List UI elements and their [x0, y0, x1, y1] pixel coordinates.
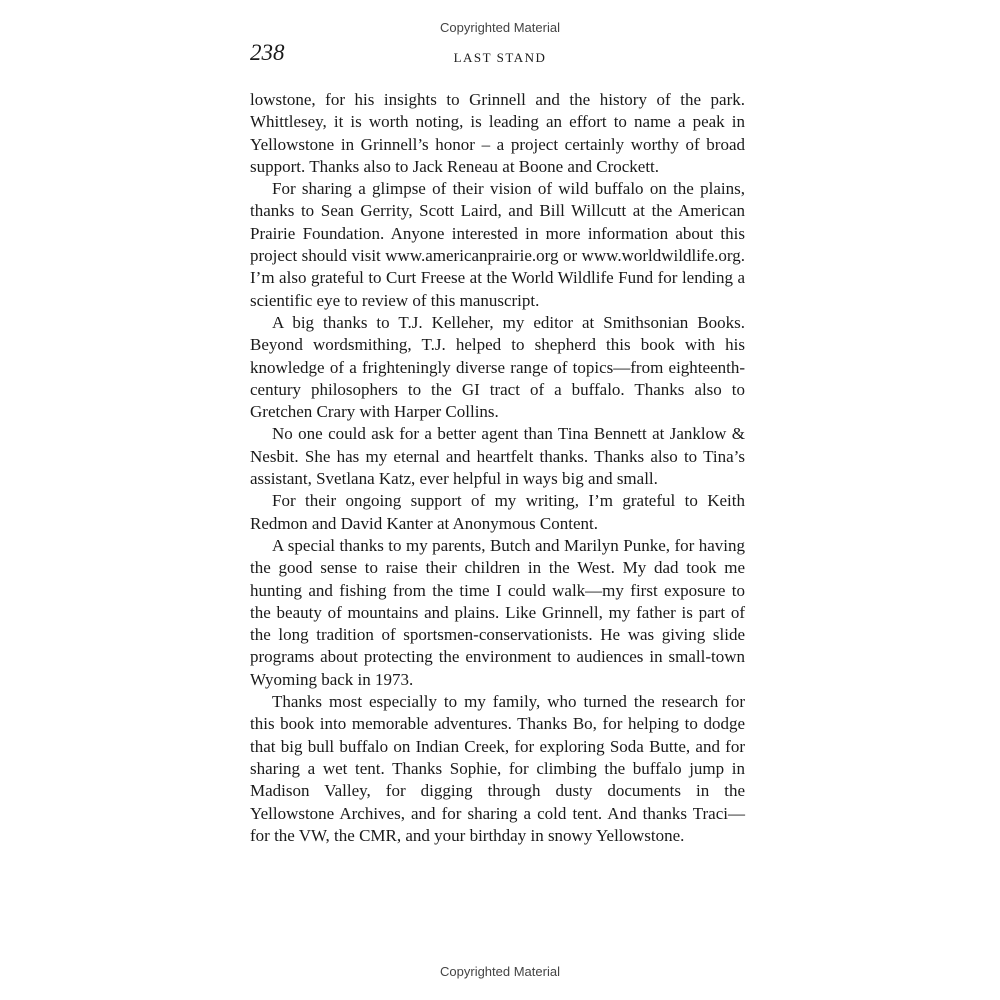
- copyright-notice-top: Copyrighted Material: [440, 20, 560, 35]
- paragraph: A special thanks to my parents, Butch and Marilyn Punke, for having the good sense to raise their children in the West. My dad took me hunting and fishing from the time I could walk—my first exposure to the beauty of mountains and plains. Like Grinnell, my father is part of the long tradition of sportsmen-conservationists. He was giving slide programs about protecting the environment to audiences in small-town Wyoming back in 1973.: [250, 535, 745, 689]
- paragraph: For sharing a glimpse of their vision of wild buffalo on the plains, thanks to Sean Gerrity, Scott Laird, and Bill Willcutt at the American Prairie Foundation. Anyone interested in more information about this project should visit www.americanprairie.org or www.worldwildlife.org. I’m also grateful to Curt Freese at the World Wildlife Fund for lending a scientific eye to review of this manuscript.: [250, 179, 745, 310]
- paragraph: Thanks most especially to my family, who turned the research for this book into memorable adventures. Thanks Bo, for helping to dodge that big bull buffalo on Indian Creek, for exploring Soda Butte, and for sharing a wet tent. Thanks Sophie, for climbing the buffalo jump in Madison Valley, for digging through dusty documents in the Yellowstone Archives, and for sharing a cold tent. And thanks Traci—for the VW, the CMR, and your birthday in snowy Yellowstone.: [250, 692, 745, 845]
- paragraph: For their ongoing support of my writing, I’m grateful to Keith Redmon and David Kanter at Anonymous Content.: [250, 491, 745, 533]
- body-text: [250, 89, 745, 847]
- running-head: LAST STAND: [453, 50, 547, 65]
- page-number: 238: [250, 40, 285, 65]
- paragraph: A big thanks to T.J. Kelleher, my editor at Smithsonian Books. Beyond wordsmithing, T.J. helped to shepherd this book with his knowledge of a frighteningly diverse range of topics—from eighteenth-century philosophers to the GI tract of a buffalo. Thanks also to Gretchen Crary with Harper Collins.: [250, 312, 745, 422]
- paragraph: No one could ask for a better agent than Tina Bennett at Janklow & Nesbit. She has my eternal and heartfelt thanks. Thanks also to Tina’s assistant, Svetlana Katz, ever helpful in ways big and small.: [250, 424, 745, 489]
- paragraph: lowstone, for his insights to Grinnell and the history of the park. Whittlesey, it is worth noting, is leading an effort to name a peak in Yellowstone in Grinnell’s honor – a project certainly worthy of broad support. Thanks also to Jack Reneau at Boone and Crockett.: [250, 90, 745, 176]
- copyright-notice-bottom: Copyrighted Material: [440, 964, 560, 979]
